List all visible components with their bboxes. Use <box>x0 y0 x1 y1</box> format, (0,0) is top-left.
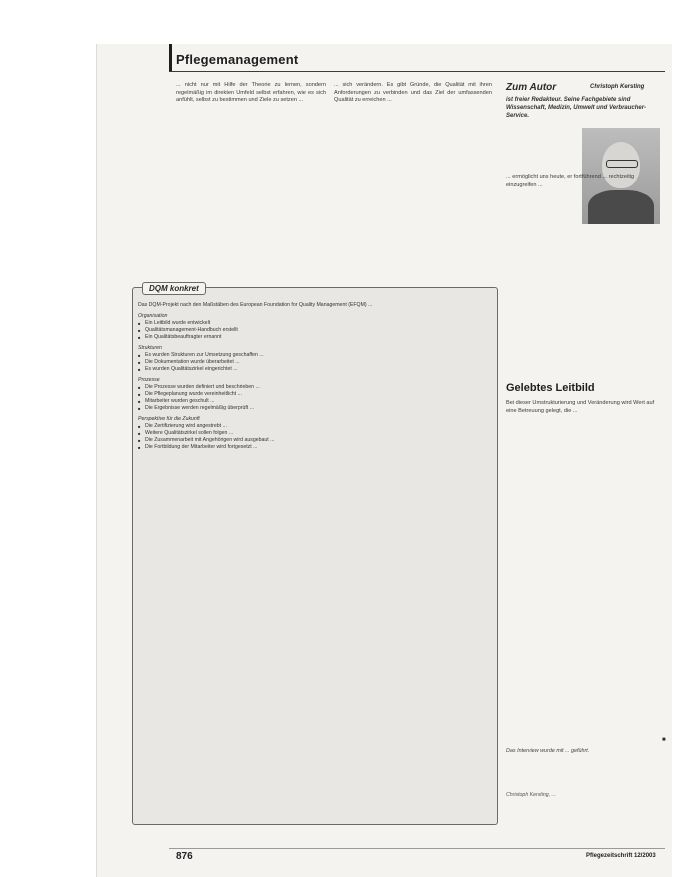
list-item: ■ Es wurden Strukturen zur Umsetzung geschaffen ... <box>138 352 492 359</box>
section-title: Pflegemanagement <box>176 52 299 67</box>
list-item: ■ Die Zusammenarbeit mit Angehörigen wird ausgebaut ... <box>138 437 492 444</box>
list-item: ■ Ein Qualitätsbeauftragter ernannt <box>138 334 492 341</box>
footnote-contact: Christoph Kersting, ... <box>506 792 556 798</box>
list-item: ■ Es wurden Qualitätszirkel eingerichtet ... <box>138 366 492 373</box>
footnote-text: Das Interview wurde mit ... geführt. <box>506 748 590 754</box>
right-column-intro: ... ermöglicht uns heute, er fortführend ... rechtzeitig einzugreifen ... <box>506 174 635 188</box>
info-box-intro: Das DQM-Projekt nach den Maßstäben des European Foundation for Quality Management (EFQM) ... <box>138 302 373 308</box>
list-item: ■ Die Ergebnisse werden regelmäßig überprüft ... <box>138 405 492 412</box>
article-end-mark: ■ <box>662 737 666 743</box>
list-item: ■ Die Fortbildung der Mitarbeiter wird fortgesetzt ... <box>138 444 492 451</box>
header-rule <box>169 71 665 72</box>
section-marker <box>169 44 172 72</box>
author-name: Christoph Kersting <box>590 84 645 90</box>
list-item: ■ Ein Leitbild wurde entwickelt <box>138 320 492 327</box>
info-section-heading: Perspektive für die Zukunft <box>138 416 200 422</box>
article-mid-column <box>334 82 492 280</box>
info-box-title: DQM konkret <box>142 282 206 295</box>
article-left-column <box>176 82 326 280</box>
info-section-heading: Prozesse <box>138 377 160 383</box>
author-box-title: Zum Autor <box>506 82 557 93</box>
article-left-text: ... nicht nur mit Hilfe der Theorie zu lernen, sondern regelmäßig im direkten Umfeld selbst erfahren, wie es sich anfühlt, selbst zu bestimmen und Ziele zu setzen ... <box>176 82 326 104</box>
info-section-list <box>138 423 492 451</box>
right-column-body: Bei dieser Umstrukturierung und Veränderung wird Wert auf eine Betreuung gelegt, die ... <box>506 400 655 414</box>
journal-name: Pflegezeitschrift 12/2003 <box>586 853 656 859</box>
article-mid-text: ... sich verändern. Es gibt Gründe, die Qualität mit ihren Anforderungen zu verbinden und das Ziel der umfassenden Qualität zu erreichen ... <box>334 82 492 104</box>
list-item: ■ Die Pflegeplanung wurde vereinheitlicht ... <box>138 391 492 398</box>
info-section-heading: Organisation <box>138 313 168 319</box>
list-item: ■ Die Prozesse wurden definiert und beschrieben ... <box>138 384 492 391</box>
photo-glasses <box>606 160 638 168</box>
footer-rule <box>169 848 665 849</box>
list-item: ■ Weitere Qualitätszirkel sollen folgen ... <box>138 430 492 437</box>
photo-torso <box>588 190 654 224</box>
info-box-content <box>138 302 492 453</box>
info-section-list <box>138 352 492 373</box>
info-section-heading: Strukturen <box>138 345 162 351</box>
list-item: ■ Mitarbeiter wurden geschult ... <box>138 398 492 405</box>
author-role: ist freier Redakteur. Seine Fachgebiete sind Wissenschaft, Medizin, Umwelt und Verbraucher-Service. <box>506 97 647 119</box>
list-item: ■ Qualitätsmanagement-Handbuch erstellt <box>138 327 492 334</box>
list-item: ■ Die Zertifizierung wird angestrebt ... <box>138 423 492 430</box>
page-number: 876 <box>176 851 193 862</box>
section-subhead: Gelebtes Leitbild <box>506 382 595 394</box>
info-section-list <box>138 320 492 341</box>
list-item: ■ Die Dokumentation wurde überarbeitet ... <box>138 359 492 366</box>
info-section-list <box>138 384 492 412</box>
